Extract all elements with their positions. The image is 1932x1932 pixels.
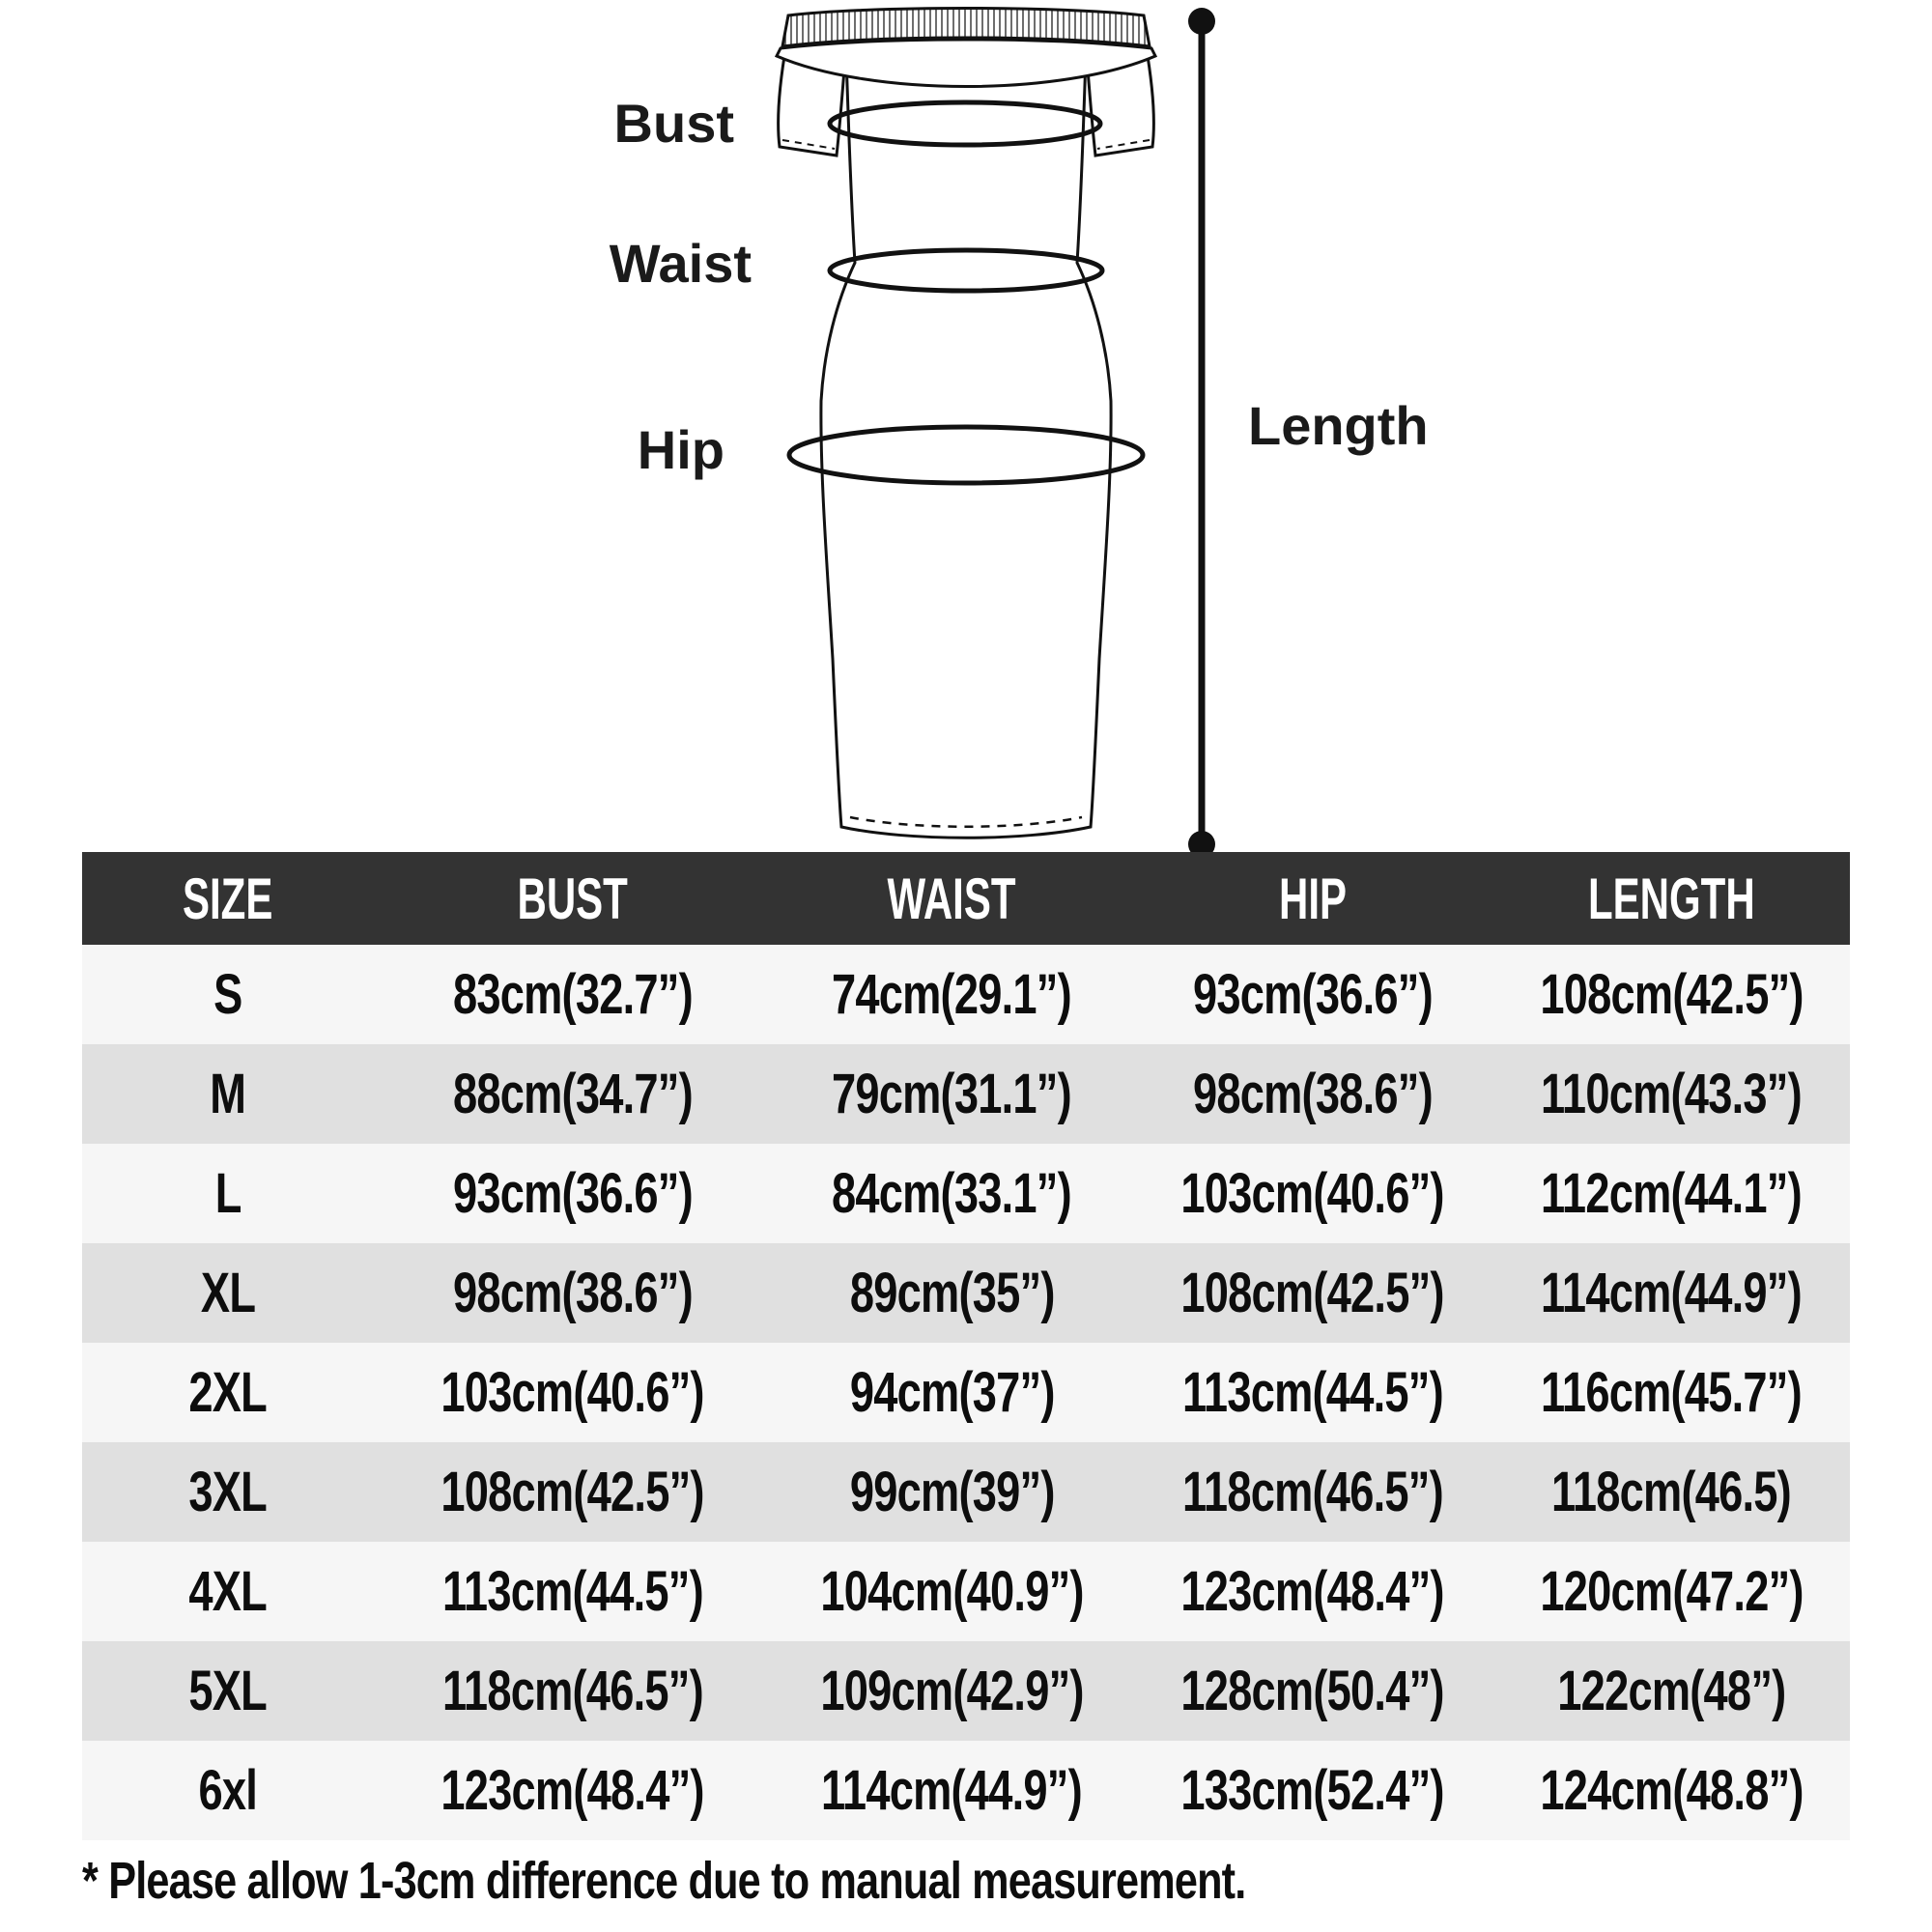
size-cell: 4XL xyxy=(82,1542,374,1641)
table-row xyxy=(82,1243,1850,1343)
waist-cell: 84cm(33.1”) xyxy=(772,1144,1132,1243)
waist-cell: 89cm(35”) xyxy=(772,1243,1132,1343)
waist-cell: 79cm(31.1”) xyxy=(772,1044,1132,1144)
size-cell: L xyxy=(82,1144,374,1243)
waist-cell: 114cm(44.9”) xyxy=(772,1741,1132,1840)
table-row xyxy=(82,1741,1850,1840)
waist-label: Waist xyxy=(609,233,752,294)
hip-cell: 123cm(48.4”) xyxy=(1132,1542,1492,1641)
col-header-bust: BUST xyxy=(374,852,772,945)
bust-cell: 98cm(38.6”) xyxy=(374,1243,772,1343)
size-cell: 3XL xyxy=(82,1442,374,1542)
length-cell: 110cm(43.3”) xyxy=(1492,1044,1850,1144)
waist-cell: 94cm(37”) xyxy=(772,1343,1132,1442)
bust-cell: 103cm(40.6”) xyxy=(374,1343,772,1442)
dress-sketch-icon xyxy=(0,0,1932,855)
table-row xyxy=(82,1442,1850,1542)
hip-cell: 103cm(40.6”) xyxy=(1132,1144,1492,1243)
bust-cell: 108cm(42.5”) xyxy=(374,1442,772,1542)
measurement-disclaimer: * Please allow 1-3cm difference due to manual measurement. xyxy=(82,1852,1246,1910)
waist-cell: 99cm(39”) xyxy=(772,1442,1132,1542)
bust-cell: 93cm(36.6”) xyxy=(374,1144,772,1243)
size-cell: XL xyxy=(82,1243,374,1343)
dress-body xyxy=(821,56,1111,838)
table-header-row xyxy=(82,852,1850,945)
length-cell: 116cm(45.7”) xyxy=(1492,1343,1850,1442)
length-cell: 112cm(44.1”) xyxy=(1492,1144,1850,1243)
waist-cell: 74cm(29.1”) xyxy=(772,945,1132,1044)
length-line-top-dot xyxy=(1188,8,1215,35)
table-row xyxy=(82,1641,1850,1741)
table-row xyxy=(82,1542,1850,1641)
length-cell: 124cm(48.8”) xyxy=(1492,1741,1850,1840)
bust-cell: 118cm(46.5”) xyxy=(374,1641,772,1741)
table-row xyxy=(82,1144,1850,1243)
bust-cell: 88cm(34.7”) xyxy=(374,1044,772,1144)
col-header-length: LENGTH xyxy=(1492,852,1850,945)
hip-cell: 108cm(42.5”) xyxy=(1132,1243,1492,1343)
measurement-diagram xyxy=(0,0,1932,855)
col-header-size: SIZE xyxy=(82,852,374,945)
hip-cell: 133cm(52.4”) xyxy=(1132,1741,1492,1840)
size-cell: 5XL xyxy=(82,1641,374,1741)
size-cell: S xyxy=(82,945,374,1044)
length-label: Length xyxy=(1248,395,1429,456)
length-cell: 118cm(46.5) xyxy=(1492,1442,1850,1542)
size-cell: 2XL xyxy=(82,1343,374,1442)
size-cell: 6xl xyxy=(82,1741,374,1840)
hip-cell: 118cm(46.5”) xyxy=(1132,1442,1492,1542)
length-cell: 122cm(48”) xyxy=(1492,1641,1850,1741)
length-cell: 120cm(47.2”) xyxy=(1492,1542,1850,1641)
table-row xyxy=(82,1343,1850,1442)
hip-cell: 98cm(38.6”) xyxy=(1132,1044,1492,1144)
bust-cell: 83cm(32.7”) xyxy=(374,945,772,1044)
hip-cell: 128cm(50.4”) xyxy=(1132,1641,1492,1741)
hip-cell: 93cm(36.6”) xyxy=(1132,945,1492,1044)
hip-cell: 113cm(44.5”) xyxy=(1132,1343,1492,1442)
waist-cell: 109cm(42.9”) xyxy=(772,1641,1132,1741)
size-cell: M xyxy=(82,1044,374,1144)
bust-cell: 113cm(44.5”) xyxy=(374,1542,772,1641)
col-header-hip: HIP xyxy=(1132,852,1492,945)
col-header-waist: WAIST xyxy=(772,852,1132,945)
length-cell: 108cm(42.5”) xyxy=(1492,945,1850,1044)
waist-cell: 104cm(40.9”) xyxy=(772,1542,1132,1641)
bust-label: Bust xyxy=(613,93,734,154)
table-row xyxy=(82,945,1850,1044)
size-chart-table xyxy=(82,852,1850,1840)
hip-label: Hip xyxy=(637,419,724,480)
length-cell: 114cm(44.9”) xyxy=(1492,1243,1850,1343)
table-row xyxy=(82,1044,1850,1144)
bust-cell: 123cm(48.4”) xyxy=(374,1741,772,1840)
